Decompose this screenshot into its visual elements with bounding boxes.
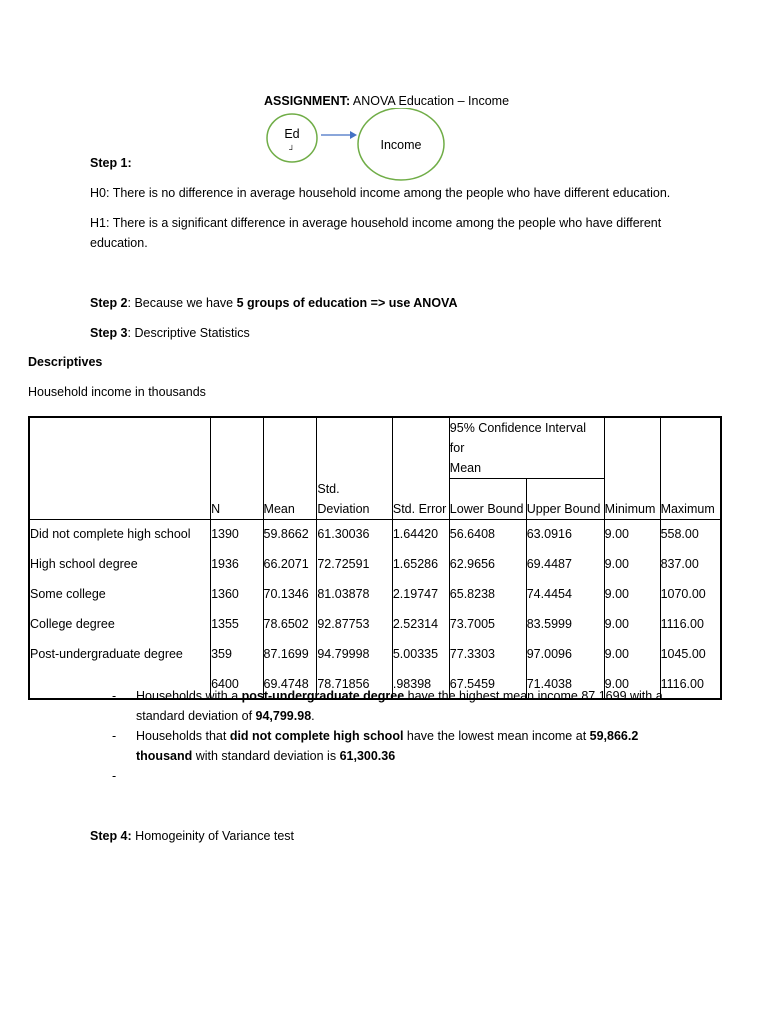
finding-1-line2-end: . (311, 709, 315, 723)
header-empty-se (392, 417, 449, 479)
step4-text: Homogeinity of Variance test (131, 829, 295, 843)
cell-lower-bound: 62.9656 (449, 549, 526, 579)
header-std-line2: Deviation (317, 501, 370, 516)
table-header-row-1 (29, 417, 721, 479)
cell-n: 1936 (211, 549, 263, 579)
cell-mean: 70.1346 (263, 579, 317, 609)
header-empty-n (211, 417, 263, 479)
row-label: Post-undergraduate degree (30, 647, 183, 661)
descriptives-heading (28, 355, 102, 369)
descriptives-heading-text: Descriptives (28, 355, 103, 369)
descriptives-table (28, 416, 722, 700)
ed-node-label: Ed (284, 127, 300, 141)
cell-lower-bound: 65.8238 (449, 579, 526, 609)
finding-1-text: Households with a (136, 689, 242, 703)
header-lower-bound: Lower Bound (449, 479, 526, 520)
cell-maximum: 1116.00 (660, 669, 721, 699)
cell-std-error: 2.52314 (392, 609, 449, 639)
bullet-dash: - (112, 769, 117, 783)
finding-1-text-2: have the highest mean income 87.1699 with a (404, 689, 663, 703)
cell-maximum: 1070.00 (660, 579, 721, 609)
finding-2-bold: did not complete high school (229, 729, 404, 743)
step2-paragraph (90, 293, 458, 313)
cell-minimum: 9.00 (604, 639, 660, 669)
descriptives-body (29, 519, 721, 699)
header-minimum: Minimum (604, 479, 660, 520)
descriptives-subheading: Household income in thousands (28, 385, 206, 399)
step2-text: : Because we have (127, 296, 237, 310)
hypothesis-h1-line1: H1: There is a significant difference in average household income among the people who have different (90, 216, 662, 230)
row-label: High school degree (30, 557, 138, 571)
step4-paragraph (90, 826, 294, 846)
cell-mean: 59.8662 (263, 519, 317, 549)
cell-std-deviation: 78.71856 (317, 669, 393, 699)
finding-2-text-2: have the lowest mean income at (403, 729, 590, 743)
diagram-arrow-head (350, 131, 357, 139)
header-label-empty (29, 479, 211, 520)
cell-upper-bound: 97.0096 (526, 639, 604, 669)
ed-node-sublabel: ┘ (289, 145, 295, 154)
cell-std-deviation: 92.87753 (317, 609, 393, 639)
cell-upper-bound: 63.0916 (526, 519, 604, 549)
step2-bold-text: 5 groups of education => use ANOVA (236, 296, 458, 310)
cell-lower-bound: 77.3303 (449, 639, 526, 669)
cell-upper-bound: 71.4038 (526, 669, 604, 699)
finding-1-line2-bold: 94,799.98 (255, 709, 312, 723)
finding-1-line2: standard deviation of (136, 709, 256, 723)
assignment-label: ASSIGNMENT: (264, 94, 351, 108)
cell-lower-bound: 56.6408 (449, 519, 526, 549)
cell-std-deviation: 72.72591 (317, 549, 393, 579)
bullet-dash: - (112, 729, 117, 743)
header-mean: Mean (263, 479, 317, 520)
header-std-deviation (317, 479, 393, 520)
cell-maximum: 1116.00 (660, 609, 721, 639)
table-row (29, 579, 721, 609)
cell-n: 1390 (211, 519, 263, 549)
step2-label: Step 2 (90, 296, 128, 310)
header-empty (29, 417, 211, 479)
cell-std-deviation: 81.03878 (317, 579, 393, 609)
cell-std-error: 1.64420 (392, 519, 449, 549)
hypothesis-h1-line2: education. (90, 236, 148, 250)
cell-std-error: 2.19747 (392, 579, 449, 609)
cell-lower-bound: 67.5459 (449, 669, 526, 699)
cell-n: 359 (211, 639, 263, 669)
finding-item-1 (112, 686, 672, 726)
step3-label: Step 3 (90, 326, 128, 340)
cell-n: 1355 (211, 609, 263, 639)
cell-std-error: .98398 (392, 669, 449, 699)
assignment-title (264, 94, 509, 108)
header-ci-line2: Mean (449, 461, 482, 475)
cell-upper-bound: 69.4487 (526, 549, 604, 579)
header-empty-mean (263, 417, 317, 479)
finding-2-text: Households that (136, 729, 230, 743)
step4-label: Step 4: (90, 829, 132, 843)
header-empty-sd (317, 417, 393, 479)
header-std-error: Std. Error (392, 479, 449, 520)
cell-mean: 87.1699 (263, 639, 317, 669)
findings-list (112, 686, 672, 786)
cell-std-error: 5.00335 (392, 639, 449, 669)
finding-item-2 (112, 726, 672, 766)
finding-1-bold: post-undergraduate degree (241, 689, 405, 703)
cell-std-deviation: 94.79998 (317, 639, 393, 669)
cell-upper-bound: 83.5999 (526, 609, 604, 639)
cell-mean: 69.4748 (263, 669, 317, 699)
finding-2-line2-bold-2: 61,300.36 (339, 749, 396, 763)
header-n: N (211, 479, 263, 520)
header-upper-bound: Upper Bound (526, 479, 604, 520)
finding-2-line2-bold: thousand (136, 749, 193, 763)
cell-minimum: 9.00 (604, 549, 660, 579)
cell-lower-bound: 73.7005 (449, 609, 526, 639)
cell-upper-bound: 74.4454 (526, 579, 604, 609)
hypothesis-h0: H0: There is no difference in average household income among the people who have different education. (90, 186, 671, 200)
step1-label: Step 1: (90, 156, 132, 170)
cell-maximum: 1045.00 (660, 639, 721, 669)
cell-std-error: 1.65286 (392, 549, 449, 579)
finding-item-3 (112, 766, 672, 786)
table-row (29, 549, 721, 579)
step3-paragraph (90, 323, 250, 343)
step1-heading (90, 153, 132, 173)
table-row (29, 639, 721, 669)
row-label: College degree (30, 617, 115, 631)
cell-minimum: 9.00 (604, 519, 660, 549)
header-ci (449, 417, 604, 479)
step3-text: : Descriptive Statistics (127, 326, 250, 340)
finding-2-bold-2: 59,866.2 (589, 729, 639, 743)
bullet-dash: - (112, 689, 117, 703)
income-node-label: Income (380, 138, 422, 152)
education-income-diagram (262, 108, 452, 183)
cell-mean: 78.6502 (263, 609, 317, 639)
table-header-row-2 (29, 479, 721, 520)
cell-mean: 66.2071 (263, 549, 317, 579)
cell-maximum: 837.00 (660, 549, 721, 579)
assignment-text: ANOVA Education – Income (352, 94, 510, 108)
header-std-line1: Std. (317, 481, 340, 496)
cell-n: 6400 (211, 669, 263, 699)
cell-minimum: 9.00 (604, 609, 660, 639)
header-ci-line1: 95% Confidence Interval for (449, 421, 586, 455)
header-empty-min (604, 417, 660, 479)
cell-maximum: 558.00 (660, 519, 721, 549)
header-maximum: Maximum (660, 479, 721, 520)
finding-2-line2-text: with standard deviation is (192, 749, 340, 763)
cell-n: 1360 (211, 579, 263, 609)
row-label: Some college (30, 587, 106, 601)
header-empty-max (660, 417, 721, 479)
cell-minimum: 9.00 (604, 579, 660, 609)
diagram-svg (262, 108, 452, 183)
table-row (29, 609, 721, 639)
table-row (29, 519, 721, 549)
cell-std-deviation: 61.30036 (317, 519, 393, 549)
cell-minimum: 9.00 (604, 669, 660, 699)
row-label: Did not complete high school (30, 527, 191, 542)
